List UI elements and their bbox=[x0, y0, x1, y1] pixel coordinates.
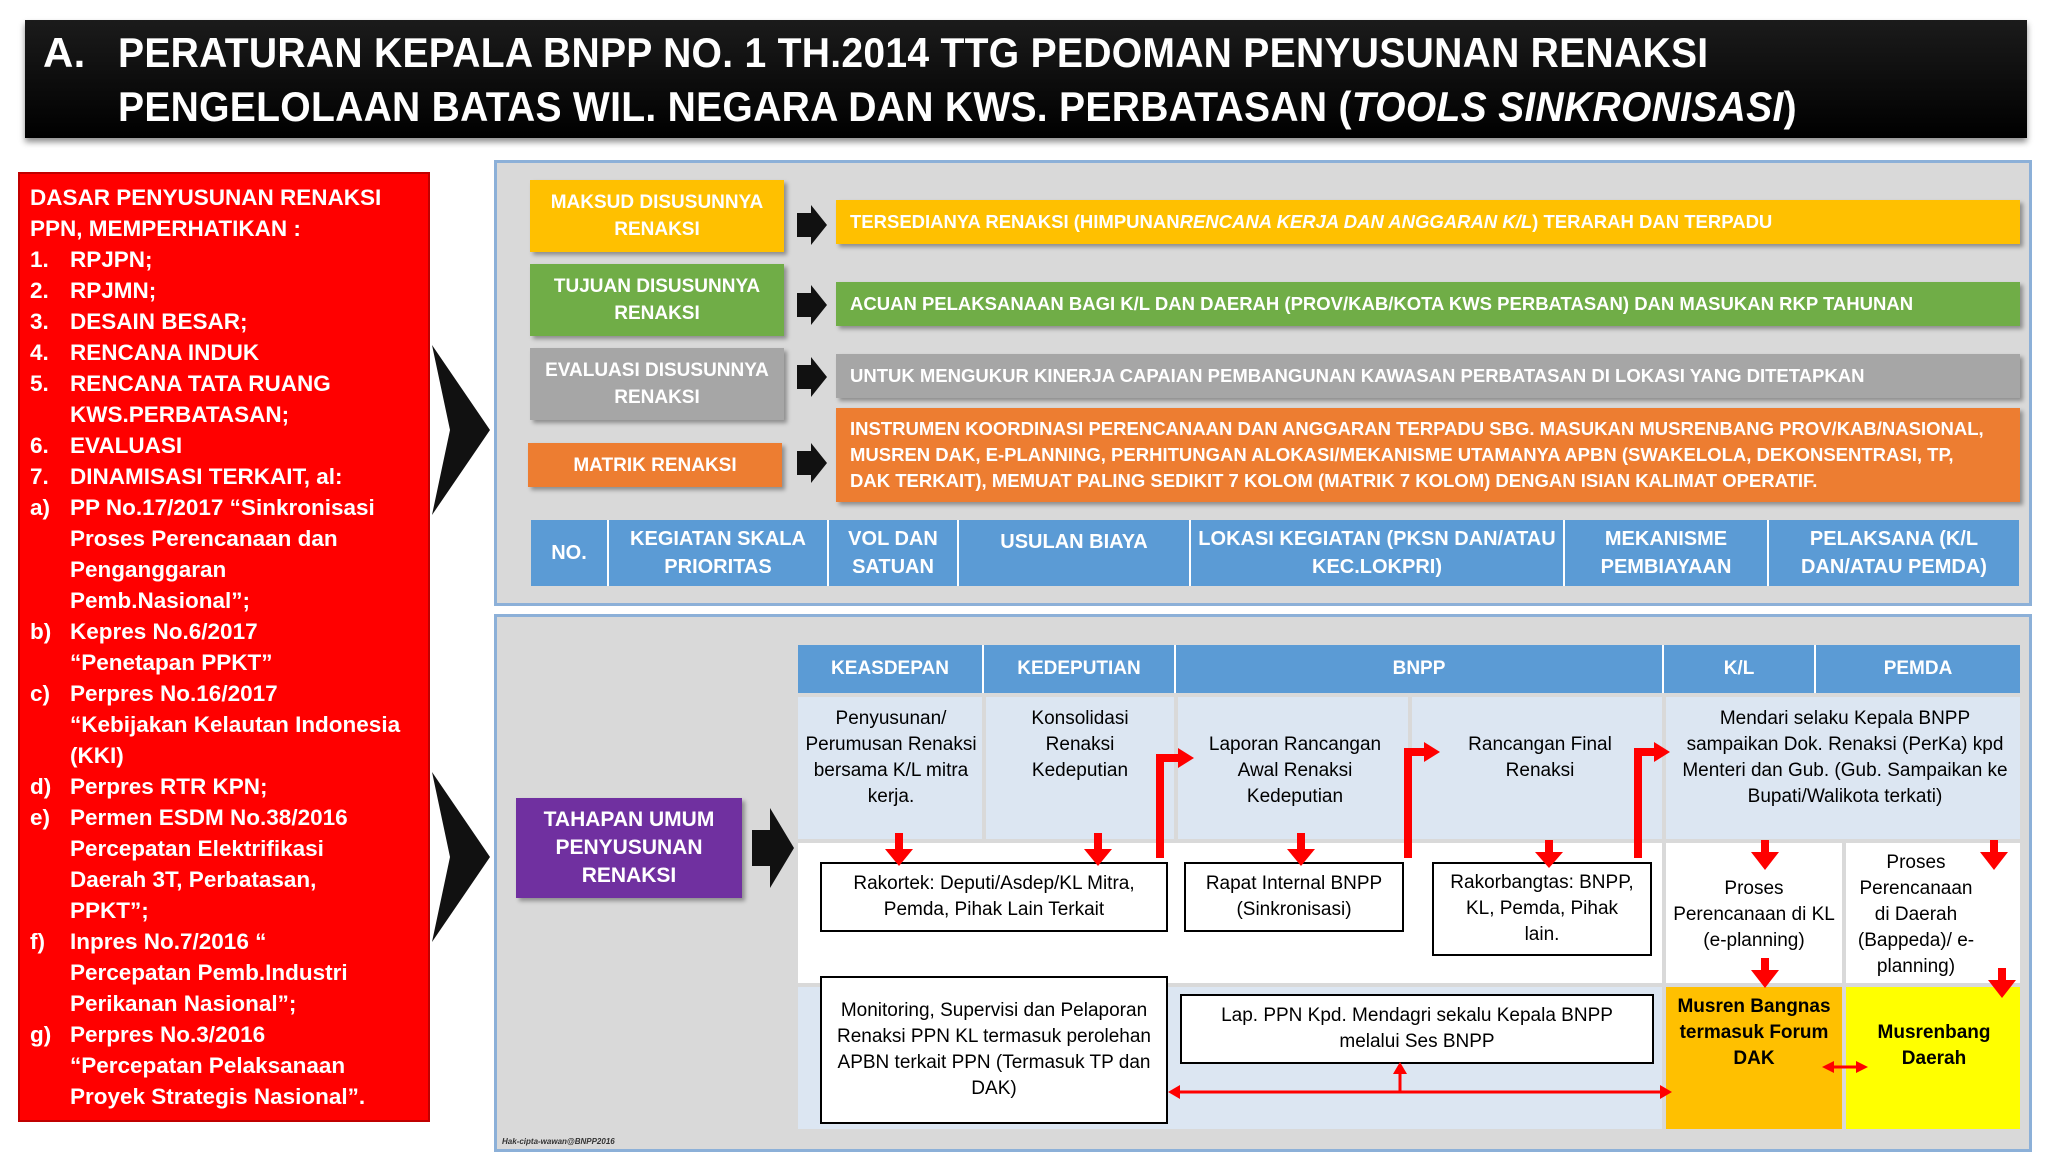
title-line-2-main: PENGELOLAAN BATAS WIL. NEGARA DAN KWS. PERBATASAN ( bbox=[118, 83, 1352, 130]
tujuan-text: ACUAN PELAKSANAAN BAGI K/L DAN DAERAH (PROV/KAB/KOTA KWS PERBATASAN) DAN MASUKAN RKP TAHUNAN bbox=[836, 282, 2020, 326]
tahapan-label: TAHAPAN UMUM PENYUSUNAN RENAKSI bbox=[516, 798, 742, 898]
basis-line bbox=[20, 647, 420, 678]
basis-marker: d) bbox=[30, 774, 52, 799]
title-bar bbox=[25, 20, 2027, 138]
text-musren-bangnas: Musren Bangnas termasuk Forum DAK bbox=[1677, 996, 1831, 1069]
basis-text: Pemb.Nasional”; bbox=[70, 588, 251, 613]
basis-marker: 5. bbox=[30, 371, 49, 396]
matrik-line: DAK TERKAIT), MEMUAT PALING SEDIKIT 7 KOLOM (MATRIK 7 KOLOM) DENGAN ISIAN KALIMAT OPERATIF. bbox=[850, 470, 1818, 491]
basis-line bbox=[20, 492, 420, 523]
basis-line bbox=[20, 864, 420, 895]
arrow-right-icon bbox=[797, 443, 827, 483]
basis-line bbox=[20, 895, 420, 926]
watermark: Hak-cipta-wawan@BNPP2016 bbox=[502, 1137, 615, 1146]
basis-text: Percepatan Elektrifikasi bbox=[70, 836, 324, 861]
basis-line bbox=[20, 1050, 420, 1081]
basis-line bbox=[20, 833, 420, 864]
basis-text: EVALUASI bbox=[70, 433, 183, 458]
basis-marker: 7. bbox=[30, 464, 49, 489]
basis-line bbox=[20, 523, 420, 554]
basis-line bbox=[20, 399, 420, 430]
basis-line bbox=[20, 585, 420, 616]
matrix-col-mekanisme: MEKANISME PEMBIAYAAN bbox=[1565, 520, 1769, 586]
matrik-line: INSTRUMEN KOORDINASI PERENCANAAN DAN ANGGARAN TERPADU SBG. MASUKAN MUSRENBANG PROV/KAB/NASIONAL, bbox=[850, 418, 1984, 439]
basis-panel bbox=[18, 172, 430, 1122]
text-rancangan-final: Rancangan Final Renaksi bbox=[1468, 734, 1612, 781]
header-keasdepan: KEASDEPAN bbox=[798, 645, 984, 693]
basis-text: Penganggaran bbox=[70, 557, 227, 582]
evaluasi-label: EVALUASI DISUSUNNYA RENAKSI bbox=[530, 348, 784, 420]
header-bnpp: BNPP bbox=[1176, 645, 1664, 693]
basis-text: “Percepatan Pelaksanaan bbox=[70, 1053, 346, 1078]
basis-text: DESAIN BESAR; bbox=[70, 309, 248, 334]
basis-marker: 2. bbox=[30, 278, 49, 303]
basis-line bbox=[20, 678, 420, 709]
basis-marker: a) bbox=[30, 495, 51, 520]
basis-line bbox=[20, 213, 420, 244]
big-arrow-top-icon bbox=[432, 345, 490, 515]
basis-text: Perpres No.3/2016 bbox=[70, 1022, 266, 1047]
basis-text: “Penetapan PPKT” bbox=[70, 650, 273, 675]
basis-marker: b) bbox=[30, 619, 52, 644]
arrow-right-icon bbox=[797, 285, 827, 325]
basis-line bbox=[20, 554, 420, 585]
big-arrow-bottom-icon bbox=[432, 772, 490, 942]
basis-text: (KKI) bbox=[70, 743, 124, 768]
box-lap-ppn: Lap. PPN Kpd. Mendagri sekalu Kepala BNPP melalui Ses BNPP bbox=[1180, 994, 1654, 1064]
basis-line bbox=[20, 709, 420, 740]
basis-line bbox=[20, 430, 420, 461]
basis-line bbox=[20, 616, 420, 647]
box-rakorbangtas: Rakorbangtas: BNPP, KL, Pemda, Pihak lain. bbox=[1432, 862, 1652, 956]
basis-marker: g) bbox=[30, 1022, 52, 1047]
basis-text: Proses Perencanaan dan bbox=[70, 526, 338, 551]
text-konsolidasi: Konsolidasi Renaksi Kedeputian bbox=[1031, 708, 1129, 781]
evaluasi-text: UNTUK MENGUKUR KINERJA CAPAIAN PEMBANGUNAN KAWASAN PERBATASAN DI LOKASI YANG DITETAPKAN bbox=[836, 354, 2020, 398]
basis-line bbox=[20, 988, 420, 1019]
maksud-label: MAKSUD DISUSUNNYA RENAKSI bbox=[530, 180, 784, 252]
basis-line bbox=[20, 275, 420, 306]
arrow-right-icon bbox=[752, 808, 794, 888]
tujuan-label: TUJUAN DISUSUNNYA RENAKSI bbox=[530, 264, 784, 336]
basis-marker: e) bbox=[30, 805, 51, 830]
basis-line bbox=[20, 771, 420, 802]
text-penyusunan: Penyusunan/ Perumusan Renaksi bersama K/L mitra kerja. bbox=[805, 708, 977, 807]
matrix-col-vol: VOL DAN SATUAN bbox=[829, 520, 959, 586]
matrik-label: MATRIK RENAKSI bbox=[528, 443, 782, 487]
basis-text: Kepres No.6/2017 bbox=[70, 619, 258, 644]
basis-text: Perpres RTR KPN; bbox=[70, 774, 268, 799]
matrik-line: MUSREN DAK, E-PLANNING, PERHITUNGAN ALOKASI/MEKANISME UTAMANYA APBN (SWAKELOLA, DEKONSENTRASI, TP, bbox=[850, 444, 1954, 465]
basis-text: DASAR PENYUSUNAN RENAKSI bbox=[30, 185, 382, 210]
basis-text: Inpres No.7/2016 “ bbox=[70, 929, 267, 954]
title-line-2 bbox=[118, 83, 1797, 131]
basis-text: RENCANA INDUK bbox=[70, 340, 260, 365]
basis-line bbox=[20, 1081, 420, 1112]
text-proses-daerah: Proses Perencanaan di Daerah (Bappeda)/ e-planning) bbox=[1857, 852, 1975, 977]
basis-text: PPKT”; bbox=[70, 898, 149, 923]
basis-line bbox=[20, 306, 420, 337]
basis-text: Daerah 3T, Perbatasan, bbox=[70, 867, 317, 892]
text-proses-kl: Proses Perencanaan di KL (e-planning) bbox=[1673, 878, 1835, 951]
basis-text: RENCANA TATA RUANG bbox=[70, 371, 331, 396]
maksud-text: TERSEDIANYA RENAKSI (HIMPUNAN RENCANA KERJA DAN ANGGARAN K/L ) TERARAH DAN TERPADU bbox=[836, 200, 2020, 244]
basis-marker: 4. bbox=[30, 340, 49, 365]
header-kedeputian: KEDEPUTIAN bbox=[984, 645, 1176, 693]
basis-line bbox=[20, 926, 420, 957]
basis-text: KWS.PERBATASAN; bbox=[70, 402, 290, 427]
basis-line bbox=[20, 802, 420, 833]
header-pemda: PEMDA bbox=[1816, 645, 2020, 693]
text-musrenbang-daerah: Musrenbang Daerah bbox=[1877, 1022, 1991, 1069]
title-line-1: PERATURAN KEPALA BNPP NO. 1 TH.2014 TTG PEDOMAN PENYUSUNAN RENAKSI bbox=[118, 29, 1709, 76]
basis-marker: 6. bbox=[30, 433, 49, 458]
basis-line bbox=[20, 957, 420, 988]
basis-marker: 1. bbox=[30, 247, 49, 272]
basis-line bbox=[20, 461, 420, 492]
header-kl: K/L bbox=[1664, 645, 1816, 693]
basis-text: RPJMN; bbox=[70, 278, 157, 303]
basis-text: “Kebijakan Kelautan Indonesia bbox=[70, 712, 401, 737]
basis-line bbox=[20, 244, 420, 275]
text-mendari: Mendari selaku Kepala BNPP sampaikan Dok. Renaksi (PerKa) kpd Menteri dan Gub. (Gub. Sampaikan ke Bupati/Walikota terkati) bbox=[1682, 708, 2008, 807]
basis-line bbox=[20, 740, 420, 771]
basis-text: DINAMISASI TERKAIT, al: bbox=[70, 464, 343, 489]
box-monitoring: Monitoring, Supervisi dan Pelaporan Renaksi PPN KL termasuk perolehan APBN terkait PPN (Termasuk TP dan DAK) bbox=[820, 976, 1168, 1124]
text-laporan-rancangan: Laporan Rancangan Awal Renaksi Kedeputian bbox=[1208, 734, 1382, 807]
basis-text: RPJPN; bbox=[70, 247, 153, 272]
box-rakortek: Rakortek: Deputi/Asdep/KL Mitra, Pemda, Pihak Lain Terkait bbox=[820, 862, 1168, 932]
matrik-text bbox=[836, 408, 2020, 502]
basis-marker: f) bbox=[30, 929, 45, 954]
matrix-col-lokasi: LOKASI KEGIATAN (PKSN DAN/ATAU KEC.LOKPRI) bbox=[1191, 520, 1565, 586]
basis-text: Perpres No.16/2017 bbox=[70, 681, 278, 706]
basis-text: Proyek Strategis Nasional”. bbox=[70, 1084, 366, 1109]
basis-text: Percepatan Pemb.Industri bbox=[70, 960, 348, 985]
basis-text: PPN, MEMPERHATIKAN : bbox=[30, 216, 301, 241]
arrow-right-icon bbox=[797, 205, 827, 245]
basis-text: PP No.17/2017 “Sinkronisasi bbox=[70, 495, 375, 520]
title-line-2-italic: TOOLS SINKRONISASI bbox=[1351, 83, 1784, 130]
basis-line bbox=[20, 337, 420, 368]
matrix-col-kegiatan: KEGIATAN SKALA PRIORITAS bbox=[609, 520, 829, 586]
matrix-col-no: NO. bbox=[531, 520, 609, 586]
title-line-2-end: ) bbox=[1783, 83, 1797, 130]
arrow-right-icon bbox=[797, 357, 827, 397]
matrix-col-usulan-biaya: USULAN BIAYA bbox=[959, 520, 1191, 586]
basis-line bbox=[20, 182, 420, 213]
basis-line bbox=[20, 1019, 420, 1050]
title-prefix: A. bbox=[43, 29, 86, 76]
matrix-col-pelaksana: PELAKSANA (K/L DAN/ATAU PEMDA) bbox=[1769, 520, 2019, 586]
box-rapat-internal: Rapat Internal BNPP (Sinkronisasi) bbox=[1184, 862, 1404, 932]
basis-text: Permen ESDM No.38/2016 bbox=[70, 805, 348, 830]
basis-text: Perikanan Nasional”; bbox=[70, 991, 297, 1016]
basis-line bbox=[20, 368, 420, 399]
basis-marker: 3. bbox=[30, 309, 49, 334]
basis-marker: c) bbox=[30, 681, 51, 706]
